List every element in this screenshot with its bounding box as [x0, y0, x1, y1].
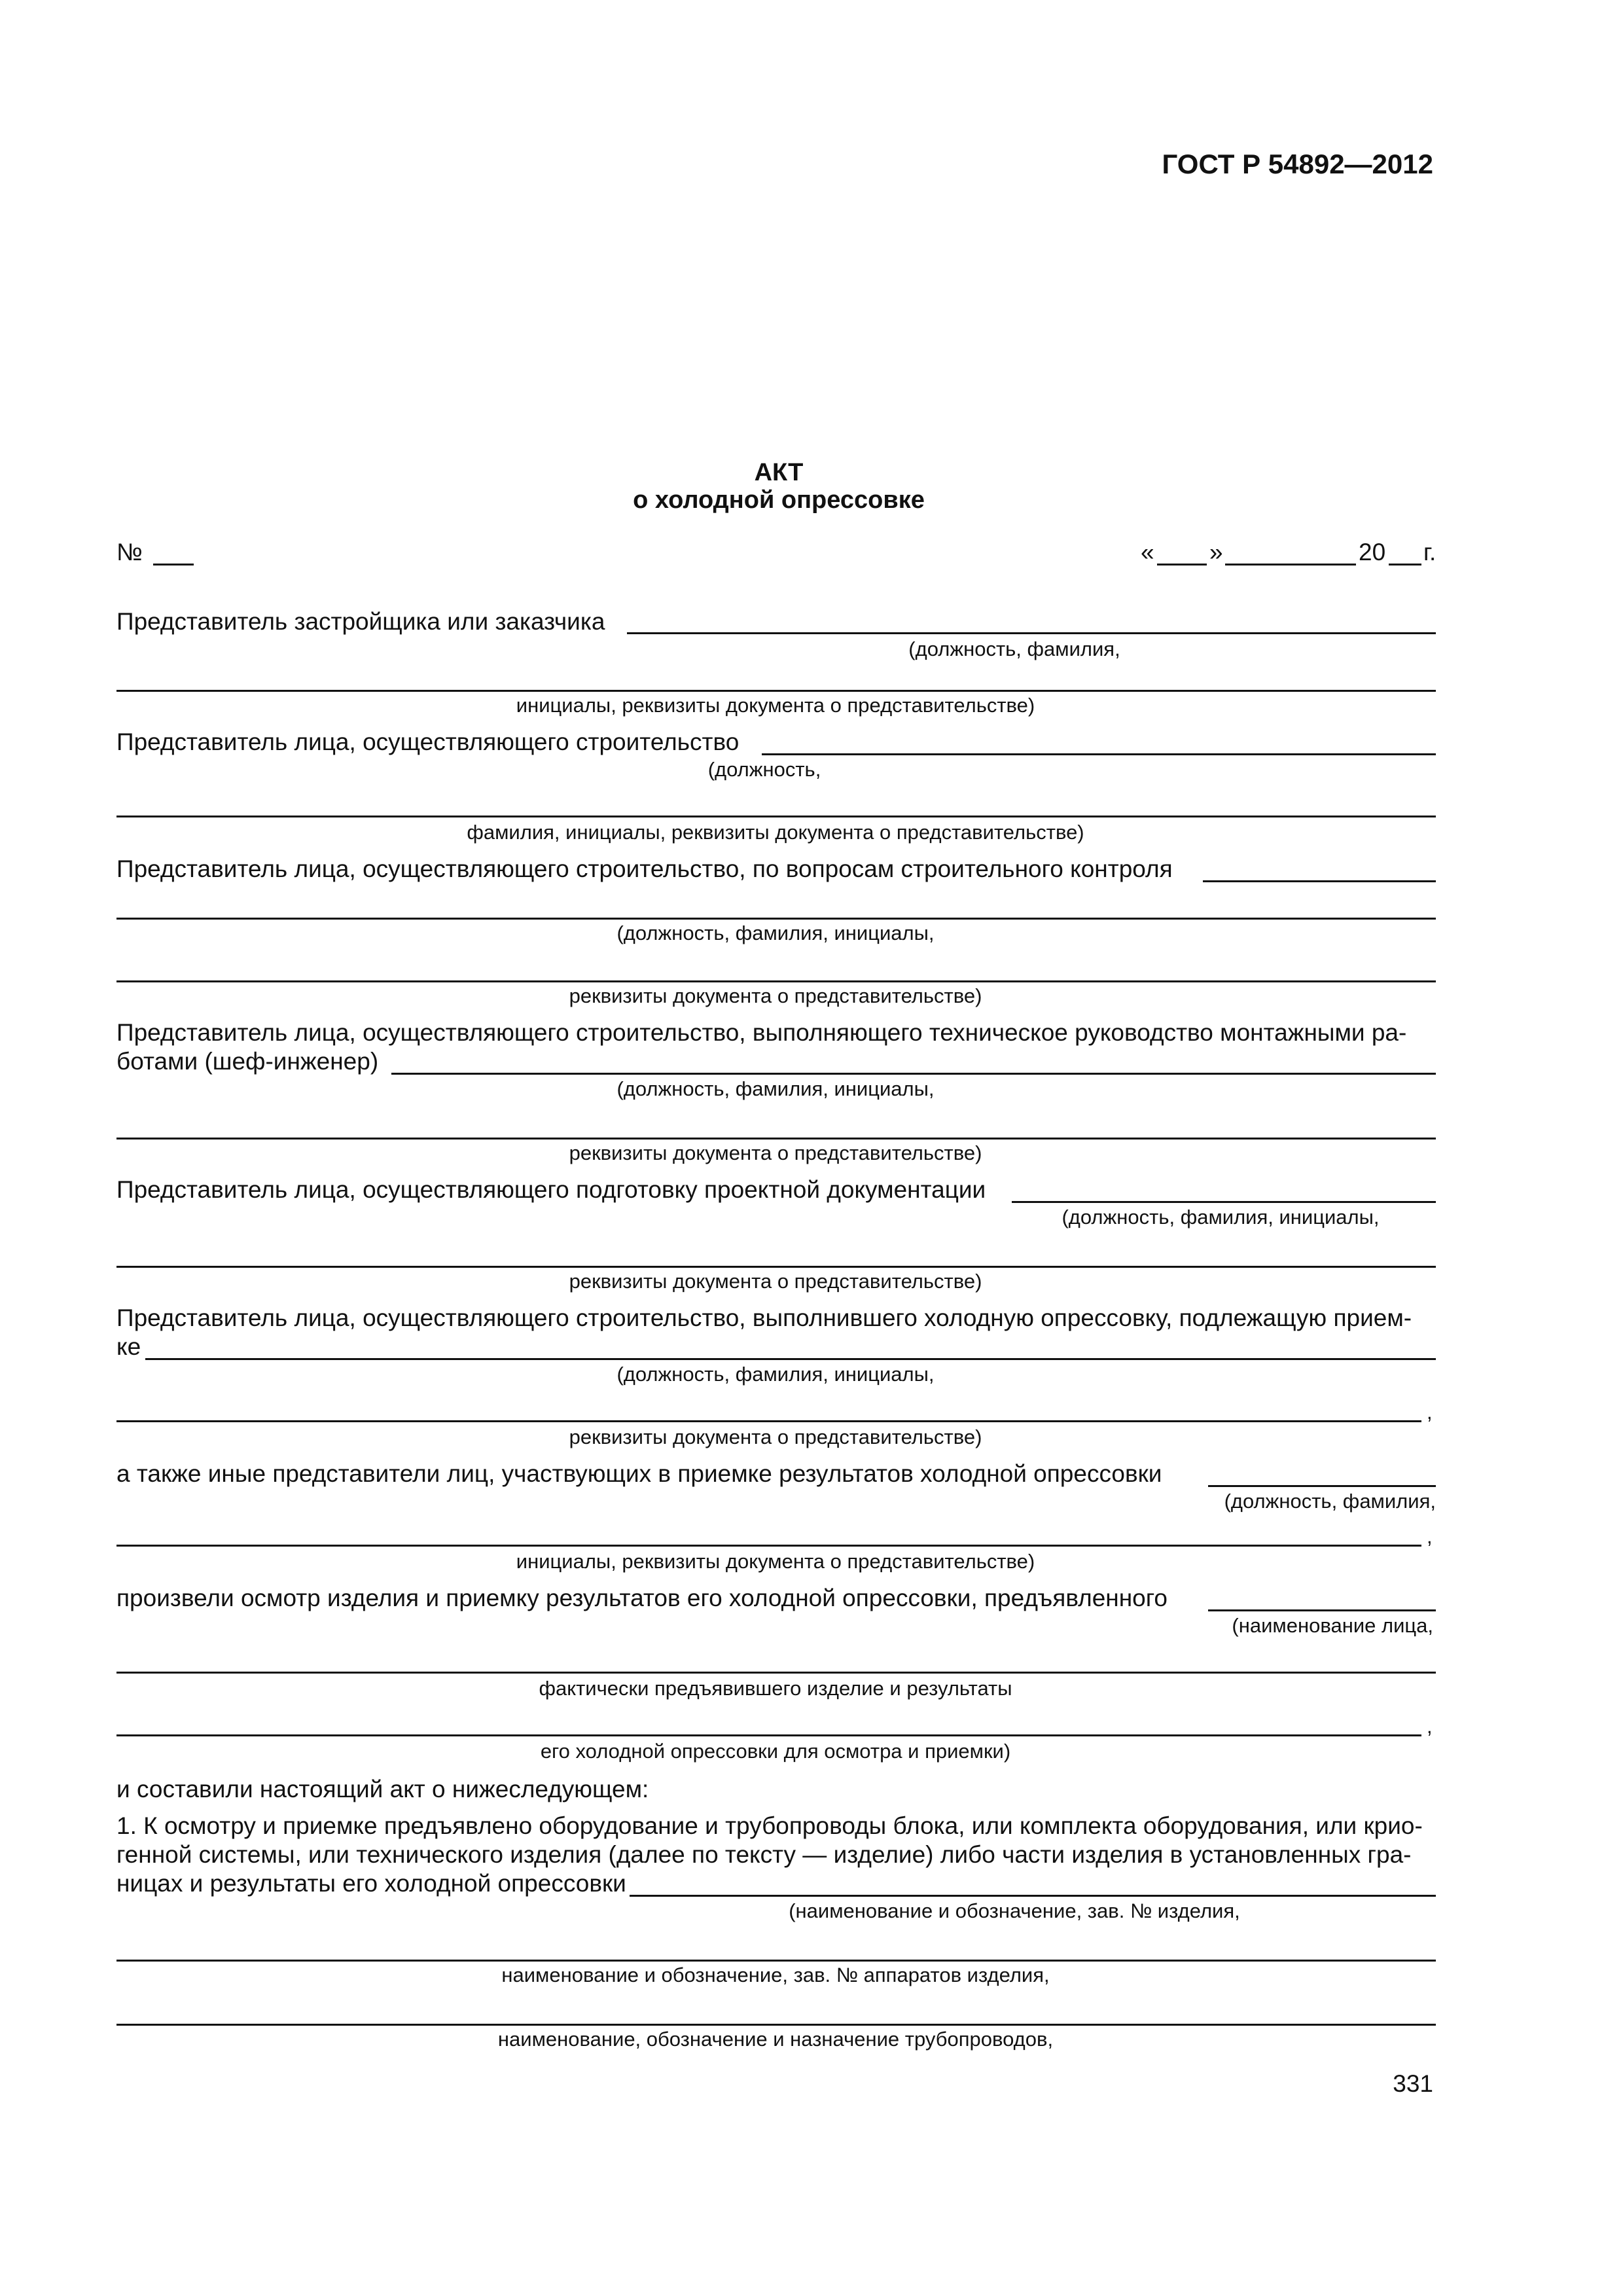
item1-caption: (наименование и обозначение, зав. № изделия,: [789, 1899, 1240, 1922]
others-rep-comma: ,: [1427, 1525, 1433, 1548]
item1-line1: 1. К осмотру и приемке предъявлено оборудование и трубопроводы блока, или комплекта оборудования, или крио-: [116, 1812, 1423, 1839]
item1-field[interactable]: [630, 1895, 1436, 1897]
date-close-quote: »: [1209, 539, 1223, 565]
inspect-caption-3: его холодной опрессовки для осмотра и приемки): [540, 1740, 1011, 1763]
others-rep-label: а также иные представители лиц, участвующих в приемке результатов холодной опрессовки: [116, 1460, 1162, 1487]
item1-caption-3: наименование, обозначение и назначение трубопроводов,: [497, 2028, 1054, 2051]
date-month-field[interactable]: [1225, 564, 1356, 565]
standard-code: ГОСТ Р 54892—2012: [1162, 149, 1433, 179]
control-rep-label: Представитель лица, осуществляющего строительство, по вопросам строительного контроля: [116, 855, 1173, 882]
act-number-field[interactable]: [153, 564, 194, 565]
builder-rep-caption: (должность,: [707, 758, 821, 781]
customer-rep-field-2[interactable]: [116, 690, 1436, 692]
performer-rep-label-line2: ке: [116, 1333, 141, 1360]
page-subtitle: о холодной опрессовке: [633, 486, 925, 514]
others-rep-caption: (должность, фамилия,: [1224, 1490, 1436, 1513]
performer-rep-field[interactable]: [145, 1358, 1436, 1360]
item1-field-2[interactable]: [116, 1960, 1436, 1962]
chief-rep-label-line2: ботами (шеф-инженер): [116, 1048, 379, 1075]
item1-caption-2: наименование и обозначение, зав. № аппаратов изделия,: [501, 1964, 1050, 1986]
inspect-field[interactable]: [1208, 1609, 1436, 1611]
design-rep-caption-2: реквизиты документа о представительстве): [569, 1270, 982, 1293]
design-rep-label: Представитель лица, осуществляющего подготовку проектной документации: [116, 1176, 986, 1203]
act-number-label: №: [116, 539, 143, 565]
chief-rep-caption: (должность, фамилия, инициалы,: [616, 1077, 935, 1100]
item1-line3: ницах и результаты его холодной опрессовки: [116, 1870, 626, 1897]
customer-rep-field[interactable]: [627, 632, 1436, 634]
performer-rep-comma: ,: [1427, 1401, 1433, 1424]
others-rep-caption-2: инициалы, реквизиты документа о представительстве): [516, 1550, 1035, 1573]
builder-rep-field-2[interactable]: [116, 816, 1436, 817]
inspect-caption-2: фактически предъявившего изделие и результаты: [539, 1677, 1012, 1700]
others-rep-field[interactable]: [1208, 1485, 1436, 1487]
design-rep-field[interactable]: [1012, 1201, 1436, 1203]
performer-rep-caption-2: реквизиты документа о представительстве): [569, 1426, 982, 1448]
inspect-label: произвели осмотр изделия и приемку результатов его холодной опрессовки, предъявленного: [116, 1585, 1168, 1611]
chief-rep-caption-2: реквизиты документа о представительстве): [569, 1141, 982, 1164]
chief-rep-field-2[interactable]: [116, 1138, 1436, 1139]
inspect-field-2[interactable]: [116, 1672, 1436, 1674]
customer-rep-caption-2: инициалы, реквизиты документа о представительстве): [516, 694, 1035, 717]
inspect-caption: (наименование лица,: [1232, 1614, 1433, 1637]
page-number: 331: [1393, 2070, 1433, 2097]
compiled-text: и составили настоящий акт о нижеследующем:: [116, 1776, 649, 1803]
chief-rep-field[interactable]: [391, 1073, 1436, 1075]
inspect-comma: ,: [1427, 1715, 1433, 1738]
performer-rep-field-2[interactable]: [116, 1420, 1421, 1422]
customer-rep-label: Представитель застройщика или заказчика: [116, 608, 605, 635]
design-rep-caption: (должность, фамилия, инициалы,: [1061, 1206, 1380, 1229]
control-rep-field-3[interactable]: [116, 980, 1436, 982]
control-rep-caption-2: реквизиты документа о представительстве): [569, 984, 982, 1007]
builder-rep-caption-2: фамилия, инициалы, реквизиты документа о представительстве): [467, 821, 1084, 844]
control-rep-caption: (должность, фамилия, инициалы,: [616, 922, 935, 944]
date-year-field[interactable]: [1389, 564, 1421, 565]
builder-rep-field[interactable]: [762, 753, 1436, 755]
item1-field-3[interactable]: [116, 2024, 1436, 2026]
date-year-suffix: г.: [1423, 539, 1436, 565]
others-rep-field-2[interactable]: [116, 1545, 1421, 1547]
date-day-field[interactable]: [1157, 564, 1207, 565]
page-title: АКТ: [754, 459, 804, 486]
date-year-prefix: 20: [1359, 539, 1386, 565]
chief-rep-label-line1: Представитель лица, осуществляющего строительство, выполняющего техническое руководство монтажными ра-: [116, 1019, 1407, 1046]
performer-rep-label-line1: Представитель лица, осуществляющего строительство, выполнившего холодную опрессовку, подлежащую прием-: [116, 1304, 1412, 1331]
builder-rep-label: Представитель лица, осуществляющего строительство: [116, 728, 740, 755]
control-rep-field-2[interactable]: [116, 918, 1436, 920]
item1-line2: генной системы, или технического изделия (далее по тексту — изделие) либо части изделия в установленных гра-: [116, 1841, 1412, 1868]
date-open-quote: «: [1141, 539, 1154, 565]
control-rep-field[interactable]: [1203, 880, 1436, 882]
customer-rep-caption: (должность, фамилия,: [908, 637, 1120, 660]
performer-rep-caption: (должность, фамилия, инициалы,: [616, 1363, 935, 1386]
inspect-field-3[interactable]: [116, 1734, 1421, 1736]
design-rep-field-2[interactable]: [116, 1266, 1436, 1268]
